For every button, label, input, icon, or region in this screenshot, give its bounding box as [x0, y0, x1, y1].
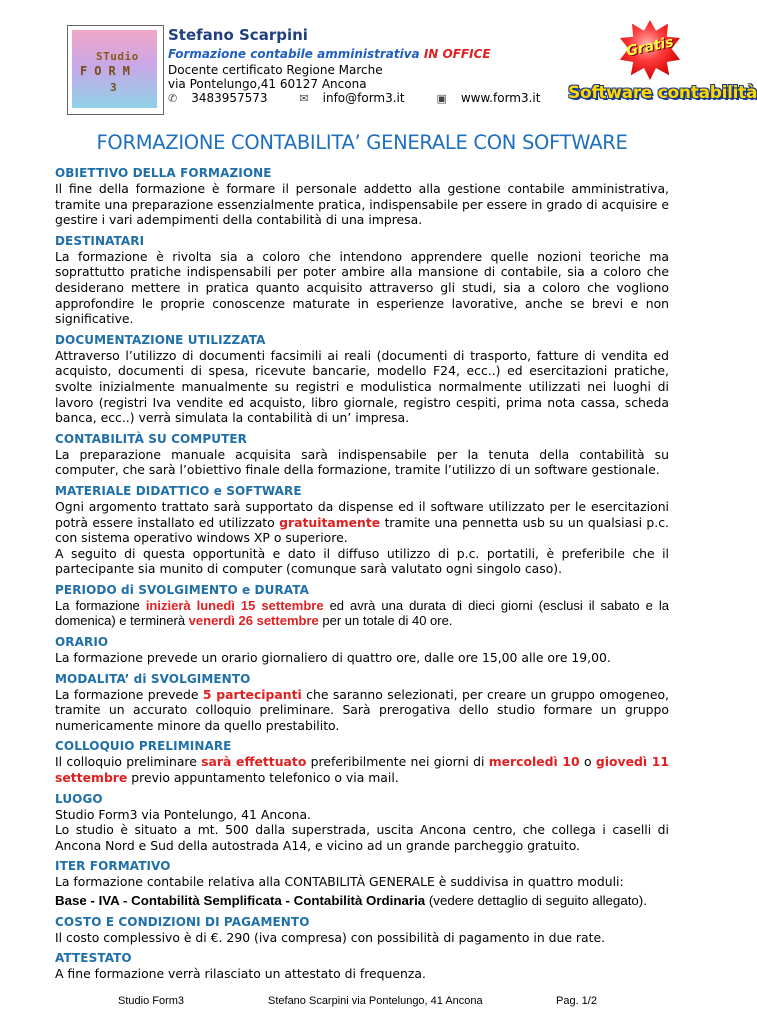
section-heading: COLLOQUIO PRELIMINARE — [55, 739, 232, 754]
author-name: Stefano Scarpini — [168, 26, 308, 44]
section-luogo — [55, 792, 669, 854]
section-text: La preparazione manuale acquisita sarà indispensabile per la tenuta della contabilità su computer, che sarà l’obiettivo finale della formazione, tramite l’utilizzo di un software gestionale. — [55, 446, 669, 478]
section-text: La formazione prevede un orario giornaliero di quattro ore, dalle ore 15,00 alle ore 19,00. — [55, 650, 611, 666]
section-heading: DESTINATARI — [55, 233, 145, 248]
section-text: La formazione prevede 5 partecipanti che saranno selezionati, per creare un gruppo omogeneo, tramite un accurato colloquio preliminare. Sarà prerogativa dello studio formare un gruppo numericamente minore da quello prestabilito. — [55, 686, 669, 733]
footer-center: Stefano Scarpini via Pontelungo, 41 Ancona — [268, 995, 483, 1007]
section-heading: MODALITA’ di SVOLGIMENTO — [55, 671, 251, 686]
header-contacts — [168, 91, 568, 105]
software-label: Software contabilità — [568, 83, 757, 103]
section-text: La formazione è rivolta sia a coloro che intendono apprendere quelle nozioni teoriche ma soprattutto pratiche indispensabili per poter ambire alla mansione di contabile, sia a coloro che desiderano mettere in pratica quanto acquisito attraverso gli studi, sia a coloro che vogliono approfondire le proprie conoscenze maturate in esperienze lavorative, anche se brevi e non significative. — [55, 248, 669, 327]
section-heading: MATERIALE DIDATTICO e SOFTWARE — [55, 483, 302, 498]
section-obiettivo — [55, 166, 669, 228]
web-contact[interactable]: ▣ www.form3.it — [436, 91, 541, 105]
section-periodo — [55, 583, 669, 629]
section-text-2: Lo studio è situato a mt. 500 dalla superstrada, uscita Ancona centro, che collega i caselli di Ancona Nord e Sud della autostrada A14, e vicino ad un grande parcheggio gratuito. — [55, 822, 669, 853]
header-address: via Pontelungo,41 60127 Ancona — [168, 77, 367, 91]
section-iter — [55, 859, 669, 908]
section-text: Il fine della formazione è formare il personale addetto alla gestione contabile amministrativa, tramite una preparazione essenzialmente pratica, indispensabile per essere in grado di acquisire e gestire i vari adempimenti della contabilità di una impresa. — [55, 181, 669, 228]
section-text-2: A seguito di questa opportunità e dato il diffuso utilizzo di p.c. portatili, è preferibile che il partecipante sia munito di computer (comunque sarà valutato ogni singolo caso). — [55, 545, 669, 577]
section-text: Studio Form3 via Pontelungo, 41 Ancona. — [55, 806, 311, 822]
computer-icon: ▣ — [436, 92, 447, 105]
phone-contact[interactable]: ✆ 3483957573 — [168, 91, 268, 105]
section-destinatari — [55, 234, 669, 327]
section-text: La formazione contabile relativa alla CONTABILITÀ GENERALE è suddivisa in quattro moduli: — [55, 874, 624, 890]
section-text: Ogni argomento trattato sarà supportato da dispense ed il software utilizzato per le esercitazioni potrà essere installato ed utilizzato gratuitamente tramite una pennetta usb su un qualsiasi p.c. con sistema operativo windows XP o superiore. — [55, 498, 669, 546]
email-contact[interactable]: ✉ info@form3.it — [299, 91, 405, 105]
section-costo — [55, 915, 669, 946]
footer-left: Studio Form3 — [118, 995, 185, 1007]
gratis-label: Gratis — [625, 34, 675, 60]
header-certification: Docente certificato Regione Marche — [168, 63, 383, 77]
section-heading: OBIETTIVO DELLA FORMAZIONE — [55, 166, 272, 180]
page-number: Pag. 1/2 — [556, 995, 597, 1007]
document-title: FORMAZIONE CONTABILITA’ GENERALE CON SOFTWARE — [96, 131, 628, 154]
section-heading: PERIODO di SVOLGIMENTO e DURATA — [55, 582, 310, 597]
section-heading: DOCUMENTAZIONE UTILIZZATA — [55, 332, 266, 347]
envelope-icon: ✉ — [299, 92, 309, 105]
section-text: Il costo complessivo è di €. 290 (iva compresa) con possibilità di pagamento in due rate. — [55, 929, 606, 945]
studio-form3-logo: STudio FORM 3 — [67, 25, 164, 115]
document-body — [55, 166, 669, 988]
section-text: Il colloquio preliminare sarà effettuato preferibilmente nei giorni di mercoledì 10 o giovedì 11 settembre previo appuntamento telefonico o via mail. — [55, 754, 669, 786]
modules-list: Base - IVA - Contabilità Semplificata - Contabilità Ordinaria (vedere dettaglio di seguito allegato). — [55, 893, 647, 908]
section-text: Attraverso l’utilizzo di documenti facsimili ai reali (documenti di trasporto, fatture di vendita ed acquisto, documenti di spesa, ricevute bancarie, modello F24, ecc..) ed esercitazioni pratiche, svolte inizialmente manualmente su registri e modulistica normalmente utilizzati nei luoghi di lavoro (registri Iva vendite ed acquisto, libro giornale, registro cespiti, prima nota cassa, scheda banca, ecc..) verrà simulata la contabilità di un’ impresa. — [55, 347, 669, 426]
section-heading: ITER FORMATIVO — [55, 859, 171, 874]
section-computer — [55, 432, 669, 478]
section-attestato — [55, 951, 669, 982]
section-text: La formazione inizierà lunedì 15 settembre ed avrà una durata di dieci giorni (esclusi il sabato e la domenica) e terminerà venerdì 26 settembre per un totale di 40 ore. — [55, 597, 669, 629]
header-subtitle: Formazione contabile amministrativa IN OFFICE — [168, 47, 491, 61]
section-colloquio — [55, 739, 669, 785]
section-text: A fine formazione verrà rilasciato un attestato di frequenza. — [55, 966, 426, 982]
phone-icon: ✆ — [168, 92, 178, 105]
section-modalita — [55, 672, 669, 734]
section-materiale — [55, 484, 669, 577]
section-heading: CONTABILITÀ SU COMPUTER — [55, 431, 248, 446]
section-heading: COSTO E CONDIZIONI DI PAGAMENTO — [55, 914, 310, 929]
section-heading: LUOGO — [55, 791, 103, 806]
letterhead — [52, 20, 757, 120]
section-heading: ORARIO — [55, 635, 109, 650]
section-orario — [55, 635, 669, 666]
section-heading: ATTESTATO — [55, 951, 132, 966]
section-documentazione — [55, 333, 669, 426]
